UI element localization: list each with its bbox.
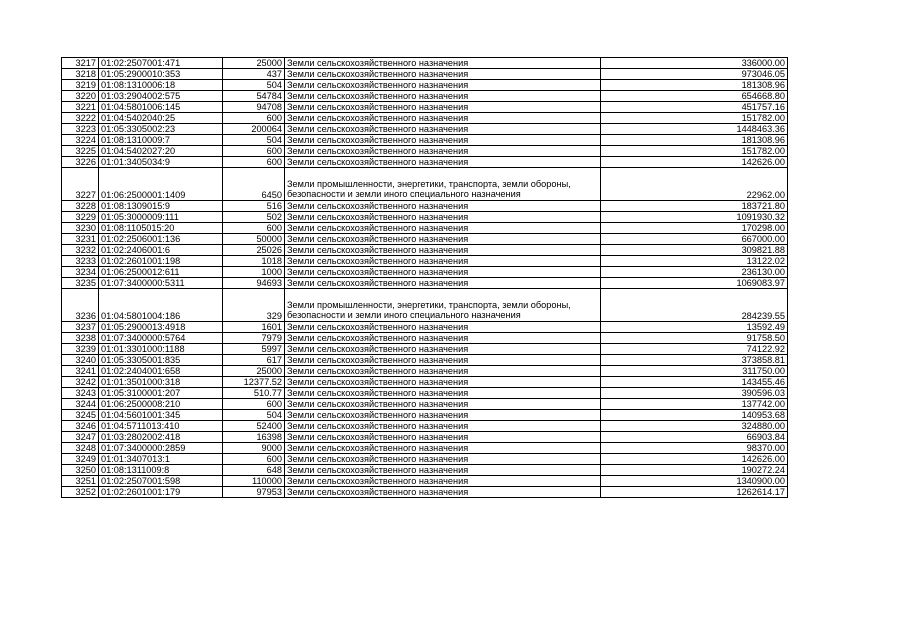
area-value: 617 xyxy=(223,355,285,366)
cadastral-number: 01:07:3400000:2859 xyxy=(99,443,223,454)
row-number: 3220 xyxy=(62,91,99,102)
table-row xyxy=(62,322,788,333)
area-value: 54784 xyxy=(223,91,285,102)
cadastral-value: 13592.49 xyxy=(601,322,788,333)
row-number: 3224 xyxy=(62,135,99,146)
area-value: 437 xyxy=(223,69,285,80)
land-category: Земли промышленности, энергетики, транспорта, земли обороны, безопасности и земли иного специального назначения xyxy=(285,168,601,201)
land-category: Земли сельскохозяйственного назначения xyxy=(285,201,601,212)
land-category: Земли сельскохозяйственного назначения xyxy=(285,91,601,102)
cadastral-value: 66903.84 xyxy=(601,432,788,443)
table-row xyxy=(62,212,788,223)
table-row xyxy=(62,58,788,69)
cadastral-number: 01:03:2802002:418 xyxy=(99,432,223,443)
area-value: 504 xyxy=(223,80,285,91)
row-number: 3231 xyxy=(62,234,99,245)
cadastral-number: 01:04:5711013:410 xyxy=(99,421,223,432)
cadastral-value: 170298.00 xyxy=(601,223,788,234)
cadastral-number: 01:02:2601001:198 xyxy=(99,256,223,267)
table-row xyxy=(62,91,788,102)
land-category: Земли сельскохозяйственного назначения xyxy=(285,267,601,278)
row-number: 3248 xyxy=(62,443,99,454)
row-number: 3227 xyxy=(62,168,99,201)
table-row xyxy=(62,102,788,113)
area-value: 7979 xyxy=(223,333,285,344)
cadastral-number: 01:04:5601001:345 xyxy=(99,410,223,421)
table-row xyxy=(62,168,788,201)
table-row xyxy=(62,234,788,245)
cadastral-number: 01:08:1310006:18 xyxy=(99,80,223,91)
area-value: 510.77 xyxy=(223,388,285,399)
cadastral-value: 181308.96 xyxy=(601,80,788,91)
area-value: 25000 xyxy=(223,58,285,69)
land-category: Земли сельскохозяйственного назначения xyxy=(285,278,601,289)
cadastral-value: 142626.00 xyxy=(601,454,788,465)
cadastral-number: 01:02:2601001:179 xyxy=(99,487,223,498)
land-category: Земли сельскохозяйственного назначения xyxy=(285,58,601,69)
table-row xyxy=(62,388,788,399)
table-row xyxy=(62,487,788,498)
cadastral-value: 1069083.97 xyxy=(601,278,788,289)
area-value: 329 xyxy=(223,289,285,322)
land-category: Земли сельскохозяйственного назначения xyxy=(285,80,601,91)
area-value: 110000 xyxy=(223,476,285,487)
area-value: 9000 xyxy=(223,443,285,454)
cadastral-value: 1091930.32 xyxy=(601,212,788,223)
cadastral-value: 183721.80 xyxy=(601,201,788,212)
table-row xyxy=(62,465,788,476)
area-value: 25026 xyxy=(223,245,285,256)
area-value: 94693 xyxy=(223,278,285,289)
row-number: 3246 xyxy=(62,421,99,432)
land-category: Земли сельскохозяйственного назначения xyxy=(285,157,601,168)
land-category: Земли сельскохозяйственного назначения xyxy=(285,124,601,135)
area-value: 50000 xyxy=(223,234,285,245)
cadastral-value: 151782.00 xyxy=(601,146,788,157)
cadastral-number: 01:05:3305001:835 xyxy=(99,355,223,366)
area-value: 52400 xyxy=(223,421,285,432)
cadastral-value: 311750.00 xyxy=(601,366,788,377)
row-number: 3219 xyxy=(62,80,99,91)
row-number: 3222 xyxy=(62,113,99,124)
area-value: 600 xyxy=(223,454,285,465)
cadastral-number: 01:03:2904002:575 xyxy=(99,91,223,102)
cadastral-number: 01:06:2500012:611 xyxy=(99,267,223,278)
land-category: Земли сельскохозяйственного назначения xyxy=(285,333,601,344)
area-value: 16398 xyxy=(223,432,285,443)
table-row xyxy=(62,124,788,135)
cadastral-value: 74122.92 xyxy=(601,344,788,355)
cadastral-number: 01:02:2506001:136 xyxy=(99,234,223,245)
area-value: 504 xyxy=(223,410,285,421)
area-value: 97953 xyxy=(223,487,285,498)
area-value: 200064 xyxy=(223,124,285,135)
cadastral-value: 137742.00 xyxy=(601,399,788,410)
row-number: 3247 xyxy=(62,432,99,443)
row-number: 3237 xyxy=(62,322,99,333)
cadastral-number: 01:05:3305002:23 xyxy=(99,124,223,135)
land-category: Земли сельскохозяйственного назначения xyxy=(285,113,601,124)
cadastral-number: 01:04:5801004:186 xyxy=(99,289,223,322)
row-number: 3251 xyxy=(62,476,99,487)
cadastral-value: 336000.00 xyxy=(601,58,788,69)
row-number: 3252 xyxy=(62,487,99,498)
area-value: 1018 xyxy=(223,256,285,267)
area-value: 600 xyxy=(223,157,285,168)
table-row xyxy=(62,135,788,146)
area-value: 6450 xyxy=(223,168,285,201)
land-category: Земли сельскохозяйственного назначения xyxy=(285,432,601,443)
cadastral-value: 143455.46 xyxy=(601,377,788,388)
cadastral-number: 01:08:1105015:20 xyxy=(99,223,223,234)
table-row xyxy=(62,146,788,157)
table-row xyxy=(62,245,788,256)
row-number: 3239 xyxy=(62,344,99,355)
cadastral-value: 667000.00 xyxy=(601,234,788,245)
land-category: Земли сельскохозяйственного назначения xyxy=(285,223,601,234)
area-value: 600 xyxy=(223,113,285,124)
cadastral-number: 01:07:3400000:5311 xyxy=(99,278,223,289)
land-category: Земли сельскохозяйственного назначения xyxy=(285,69,601,80)
row-number: 3218 xyxy=(62,69,99,80)
table-row xyxy=(62,454,788,465)
row-number: 3236 xyxy=(62,289,99,322)
table-row xyxy=(62,69,788,80)
row-number: 3225 xyxy=(62,146,99,157)
table-row xyxy=(62,289,788,322)
land-category: Земли сельскохозяйственного назначения xyxy=(285,234,601,245)
cadastral-number: 01:02:2507001:598 xyxy=(99,476,223,487)
row-number: 3226 xyxy=(62,157,99,168)
cadastral-value: 91758.50 xyxy=(601,333,788,344)
land-category: Земли сельскохозяйственного назначения xyxy=(285,322,601,333)
row-number: 3250 xyxy=(62,465,99,476)
cadastral-number: 01:01:3301000:1188 xyxy=(99,344,223,355)
cadastral-number: 01:04:5402027:20 xyxy=(99,146,223,157)
table-row xyxy=(62,432,788,443)
land-category: Земли сельскохозяйственного назначения xyxy=(285,135,601,146)
row-number: 3238 xyxy=(62,333,99,344)
cadastral-number: 01:08:1309015:9 xyxy=(99,201,223,212)
area-value: 5997 xyxy=(223,344,285,355)
cadastral-number: 01:01:3405034:9 xyxy=(99,157,223,168)
cadastral-number: 01:02:2507001:471 xyxy=(99,58,223,69)
cadastral-number: 01:07:3400000:5764 xyxy=(99,333,223,344)
table-row xyxy=(62,278,788,289)
cadastral-number: 01:02:2406001:6 xyxy=(99,245,223,256)
table-row xyxy=(62,377,788,388)
registry-table-body xyxy=(62,58,788,498)
table-row xyxy=(62,223,788,234)
land-category: Земли сельскохозяйственного назначения xyxy=(285,245,601,256)
cadastral-value: 973046.05 xyxy=(601,69,788,80)
land-category: Земли промышленности, энергетики, транспорта, земли обороны, безопасности и земли иного специального назначения xyxy=(285,289,601,322)
row-number: 3223 xyxy=(62,124,99,135)
land-category: Земли сельскохозяйственного назначения xyxy=(285,344,601,355)
table-row xyxy=(62,410,788,421)
row-number: 3233 xyxy=(62,256,99,267)
land-category: Земли сельскохозяйственного назначения xyxy=(285,399,601,410)
cadastral-value: 451757.16 xyxy=(601,102,788,113)
table-row xyxy=(62,476,788,487)
land-category: Земли сельскохозяйственного назначения xyxy=(285,212,601,223)
area-value: 12377.52 xyxy=(223,377,285,388)
cadastral-value: 13122.02 xyxy=(601,256,788,267)
cadastral-number: 01:05:2900010:353 xyxy=(99,69,223,80)
row-number: 3249 xyxy=(62,454,99,465)
table-row xyxy=(62,80,788,91)
row-number: 3217 xyxy=(62,58,99,69)
area-value: 600 xyxy=(223,223,285,234)
cadastral-number: 01:04:5801006:145 xyxy=(99,102,223,113)
area-value: 600 xyxy=(223,146,285,157)
cadastral-number: 01:01:3501000:318 xyxy=(99,377,223,388)
row-number: 3241 xyxy=(62,366,99,377)
row-number: 3230 xyxy=(62,223,99,234)
land-category: Земли сельскохозяйственного назначения xyxy=(285,443,601,454)
land-category: Земли сельскохозяйственного назначения xyxy=(285,146,601,157)
cadastral-number: 01:06:2500001:1409 xyxy=(99,168,223,201)
row-number: 3244 xyxy=(62,399,99,410)
cadastral-number: 01:08:1311009:8 xyxy=(99,465,223,476)
land-category: Земли сельскохозяйственного назначения xyxy=(285,487,601,498)
row-number: 3232 xyxy=(62,245,99,256)
cadastral-value: 236130.00 xyxy=(601,267,788,278)
land-category: Земли сельскохозяйственного назначения xyxy=(285,388,601,399)
table-row xyxy=(62,256,788,267)
table-row xyxy=(62,443,788,454)
row-number: 3245 xyxy=(62,410,99,421)
cadastral-value: 98370.00 xyxy=(601,443,788,454)
cadastral-value: 142626.00 xyxy=(601,157,788,168)
land-registry-table xyxy=(61,57,788,498)
row-number: 3228 xyxy=(62,201,99,212)
cadastral-value: 1340900.00 xyxy=(601,476,788,487)
cadastral-value: 140953.68 xyxy=(601,410,788,421)
cadastral-value: 22962.00 xyxy=(601,168,788,201)
cadastral-number: 01:05:3000009:111 xyxy=(99,212,223,223)
land-category: Земли сельскохозяйственного назначения xyxy=(285,421,601,432)
land-category: Земли сельскохозяйственного назначения xyxy=(285,454,601,465)
table-row xyxy=(62,157,788,168)
table-row xyxy=(62,355,788,366)
cadastral-value: 654668.80 xyxy=(601,91,788,102)
land-category: Земли сельскохозяйственного назначения xyxy=(285,377,601,388)
cadastral-number: 01:06:2500008:210 xyxy=(99,399,223,410)
table-row xyxy=(62,267,788,278)
table-row xyxy=(62,113,788,124)
area-value: 1601 xyxy=(223,322,285,333)
area-value: 600 xyxy=(223,399,285,410)
cadastral-value: 373858.81 xyxy=(601,355,788,366)
cadastral-value: 390596.03 xyxy=(601,388,788,399)
land-category: Земли сельскохозяйственного назначения xyxy=(285,355,601,366)
cadastral-value: 1262614.17 xyxy=(601,487,788,498)
cadastral-value: 324880.00 xyxy=(601,421,788,432)
land-category: Земли сельскохозяйственного назначения xyxy=(285,102,601,113)
row-number: 3221 xyxy=(62,102,99,113)
row-number: 3243 xyxy=(62,388,99,399)
land-category: Земли сельскохозяйственного назначения xyxy=(285,476,601,487)
table-row xyxy=(62,366,788,377)
row-number: 3235 xyxy=(62,278,99,289)
cadastral-number: 01:04:5402040:25 xyxy=(99,113,223,124)
table-row xyxy=(62,333,788,344)
cadastral-value: 284239.55 xyxy=(601,289,788,322)
cadastral-value: 181308.96 xyxy=(601,135,788,146)
row-number: 3242 xyxy=(62,377,99,388)
cadastral-number: 01:01:3407013:1 xyxy=(99,454,223,465)
row-number: 3240 xyxy=(62,355,99,366)
land-category: Земли сельскохозяйственного назначения xyxy=(285,465,601,476)
table-row xyxy=(62,201,788,212)
land-category: Земли сельскохозяйственного назначения xyxy=(285,410,601,421)
cadastral-number: 01:05:2900013:4918 xyxy=(99,322,223,333)
cadastral-number: 01:08:1310009:7 xyxy=(99,135,223,146)
area-value: 25000 xyxy=(223,366,285,377)
cadastral-value: 151782.00 xyxy=(601,113,788,124)
area-value: 502 xyxy=(223,212,285,223)
row-number: 3234 xyxy=(62,267,99,278)
cadastral-value: 190272.24 xyxy=(601,465,788,476)
row-number: 3229 xyxy=(62,212,99,223)
cadastral-value: 309821.88 xyxy=(601,245,788,256)
cadastral-number: 01:05:3100001:207 xyxy=(99,388,223,399)
land-category: Земли сельскохозяйственного назначения xyxy=(285,256,601,267)
area-value: 648 xyxy=(223,465,285,476)
area-value: 516 xyxy=(223,201,285,212)
area-value: 504 xyxy=(223,135,285,146)
table-row xyxy=(62,344,788,355)
land-category: Земли сельскохозяйственного назначения xyxy=(285,366,601,377)
area-value: 1000 xyxy=(223,267,285,278)
cadastral-value: 1448463.36 xyxy=(601,124,788,135)
table-row xyxy=(62,421,788,432)
table-row xyxy=(62,399,788,410)
cadastral-number: 01:02:2404001:658 xyxy=(99,366,223,377)
area-value: 94708 xyxy=(223,102,285,113)
